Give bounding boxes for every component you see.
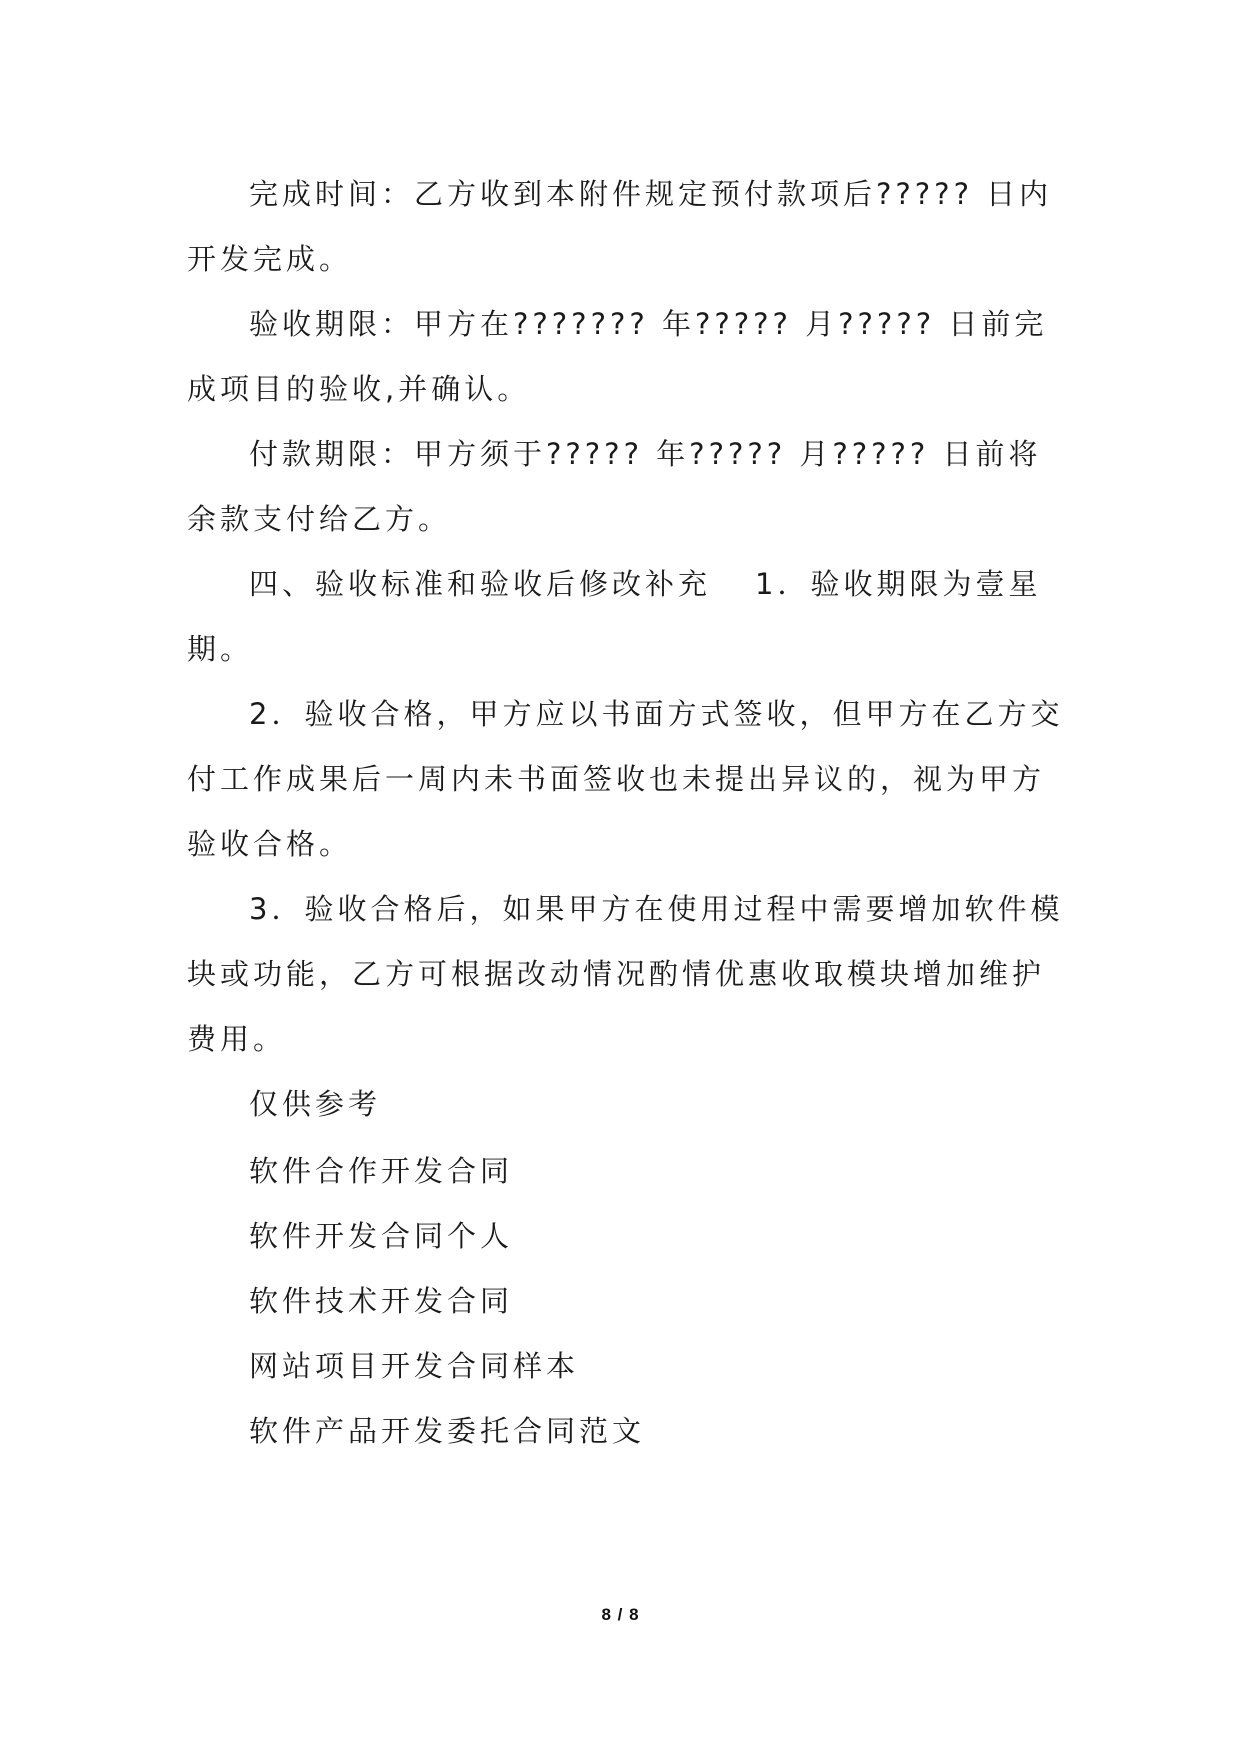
section-4-heading: 四、验收标准和验收后修改补充 bbox=[249, 567, 712, 601]
reference-note: 仅供参考 bbox=[249, 1087, 382, 1121]
related-link-item[interactable]: 软件合作开发合同 bbox=[249, 1154, 514, 1188]
section-4-item-2: 2．验收合格，甲方应以书面方式签收，但甲方在乙方交付工作成果后一周内未书面签收也未提出异议的，视为甲方验收合格。 bbox=[187, 697, 1064, 861]
related-link-item[interactable]: 软件产品开发委托合同范文 bbox=[249, 1414, 646, 1448]
paragraph-acceptance-deadline: 验收期限：甲方在??????? 年????? 月????? 日前完成项目的验收,并确认。 bbox=[187, 307, 1048, 406]
paragraph-completion-time: 完成时间：乙方收到本附件规定预付款项后????? 日内开发完成。 bbox=[187, 177, 1053, 276]
related-links-list bbox=[187, 1139, 1067, 1464]
related-link-item[interactable]: 软件开发合同个人 bbox=[249, 1219, 514, 1253]
paragraph-payment-deadline: 付款期限：甲方须于????? 年????? 月????? 日前将余款支付给乙方。 bbox=[187, 437, 1042, 536]
section-4-item-3: 3．验收合格后，如果甲方在使用过程中需要增加软件模块或功能，乙方可根据改动情况酌情优惠收取模块增加维护费用。 bbox=[187, 892, 1064, 1056]
related-link-item[interactable]: 软件技术开发合同 bbox=[249, 1284, 514, 1318]
section-4-item-1: 1．验收期限为壹星期。 bbox=[187, 567, 1042, 666]
related-link-item[interactable]: 网站项目开发合同样本 bbox=[249, 1349, 580, 1383]
section-4-line bbox=[187, 552, 1067, 682]
document-body bbox=[187, 162, 1067, 1464]
page-number: 8 / 8 bbox=[601, 1605, 640, 1624]
